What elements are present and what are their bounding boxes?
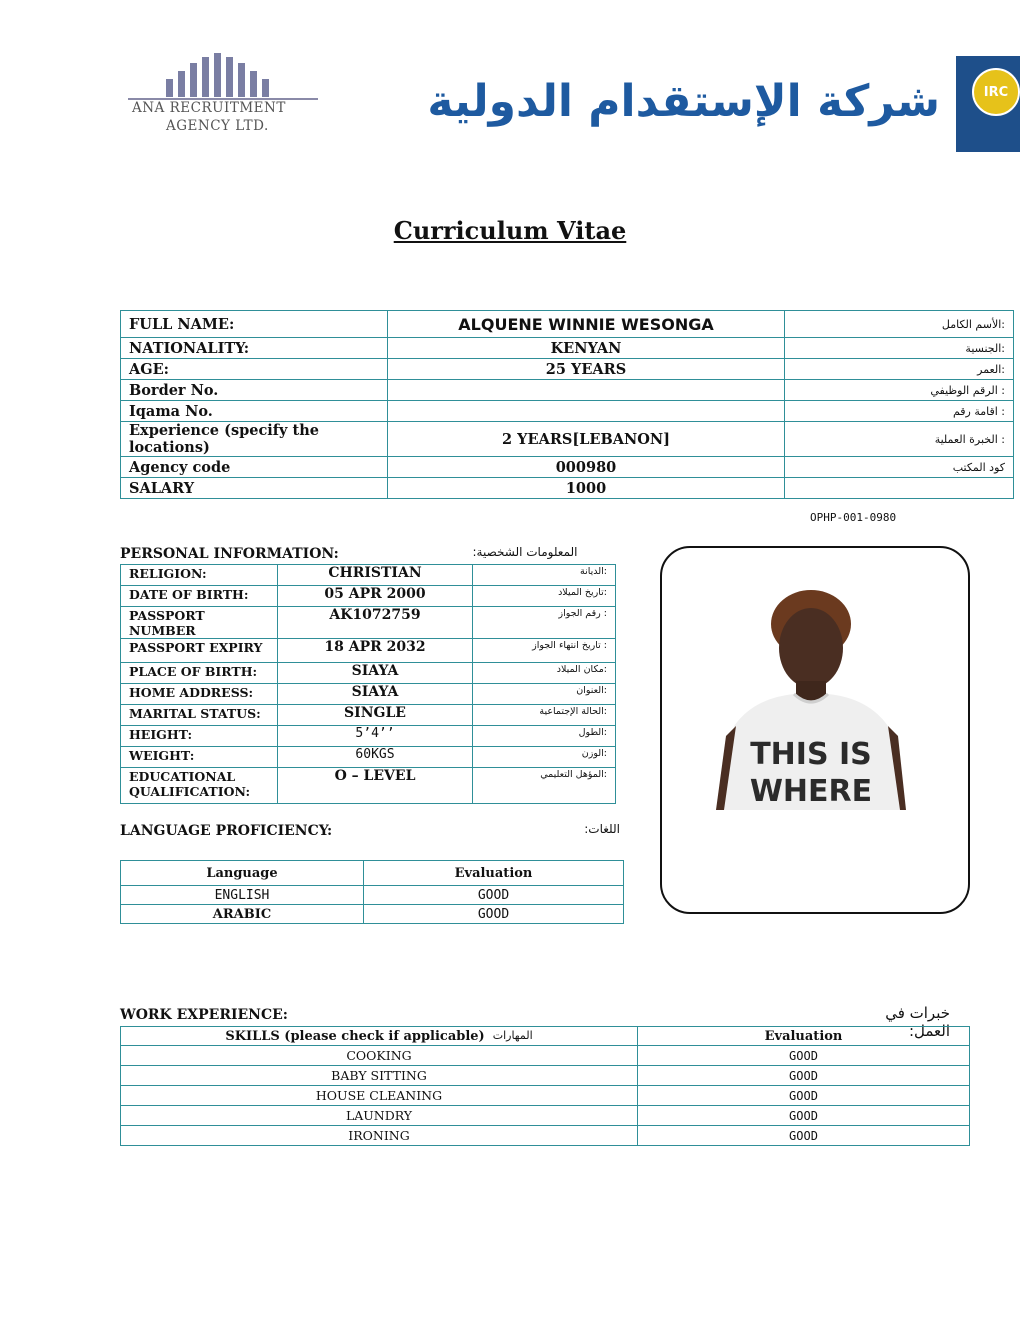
table-row [121,311,1014,338]
table-row [121,1106,970,1126]
field-value: AK1072759 [278,607,473,639]
skill-cell: COOKING [121,1046,638,1066]
shirt-text-1: THIS IS [750,737,872,772]
logo-left-line1: ANA RECRUITMENT [132,100,286,116]
skills-header-ar: المهارات [492,1028,533,1042]
skill-cell: HOUSE CLEANING [121,1086,638,1106]
table-row [121,1066,970,1086]
field-label-ar: كود المكتب [785,457,1014,478]
language-header: Language [121,861,364,886]
table-row [121,705,616,726]
field-label: NATIONALITY: [121,338,388,359]
field-label-ar: الجنسية: [785,338,1014,359]
field-value: O – LEVEL [278,768,473,804]
reference-code: OPHP-001-0980 [810,511,897,524]
irc-logo-arabic-text: شركة الإستقدام الدولية [427,76,940,127]
field-label: FULL NAME: [121,311,388,338]
language-header-row [121,861,624,886]
table-row [121,768,616,804]
field-label-ar: الطول: [473,726,616,747]
field-label: SALARY [121,478,388,499]
field-label: PLACE OF BIRTH: [121,663,278,684]
table-row [121,663,616,684]
table-row [121,726,616,747]
field-value: CHRISTIAN [278,565,473,586]
field-label: EDUCATIONAL QUALIFICATION: [121,768,278,804]
page-title: Curriculum Vitae [393,216,627,245]
table-row [121,639,616,663]
field-label-ar: تاريخ الميلاد: [473,586,616,607]
skill-cell: LAUNDRY [121,1106,638,1126]
field-label: PASSPORT EXPIRY [121,639,278,663]
table-row [121,1086,970,1106]
evaluation-cell: GOOD [364,905,624,924]
table-row [121,359,1014,380]
field-label-ar: الديانة: [473,565,616,586]
skills-header-label: SKILLS (please check if applicable) [225,1028,485,1044]
field-label: HEIGHT: [121,726,278,747]
field-value: 05 APR 2000 [278,586,473,607]
table-row [121,607,616,639]
table-row [121,338,1014,359]
table-row [121,478,1014,499]
main-info-table [120,310,1014,499]
field-value: 60KGS [278,747,473,768]
field-label-ar: العنوان: [473,684,616,705]
candidate-photo [714,586,908,810]
table-row [121,586,616,607]
field-value: KENYAN [388,338,785,359]
field-label-ar: الخبرة العملية : [785,422,1014,457]
evaluation-cell: GOOD [638,1106,970,1126]
building-bars-icon [166,52,276,97]
personal-info-title-ar: المعلومات الشخصية: [472,545,578,559]
evaluation-cell: GOOD [638,1086,970,1106]
irc-logo [427,56,1020,152]
work-experience-table [120,1026,970,1146]
field-label: WEIGHT: [121,747,278,768]
field-value: ALQUENE WINNIE WESONGA [388,311,785,338]
ana-recruitment-logo [128,52,318,142]
personal-info-table [120,564,616,804]
photo-frame [660,546,970,914]
table-row [121,422,1014,457]
field-value: 1000 [388,478,785,499]
field-label-ar: اقامة رقم : [785,401,1014,422]
language-cell: ARABIC [121,905,364,924]
table-row [121,886,624,905]
field-value: 18 APR 2032 [278,639,473,663]
field-value: 2 YEARS[LEBANON] [388,422,785,457]
field-value [388,380,785,401]
skills-header [121,1027,638,1046]
table-row [121,1046,970,1066]
language-title-ar: اللغات: [584,822,620,836]
field-label: AGE: [121,359,388,380]
logo-left-line2: AGENCY LTD. [166,118,269,134]
table-row [121,905,624,924]
table-row [121,1126,970,1146]
field-label-ar: العمر: [785,359,1014,380]
field-label: MARITAL STATUS: [121,705,278,726]
table-row [121,457,1014,478]
table-row [121,380,1014,401]
field-value: SIAYA [278,663,473,684]
language-table [120,860,624,924]
work-experience-title-ar: خبرات في العمل: [885,1004,950,1040]
field-label-ar [785,478,1014,499]
language-title: LANGUAGE PROFICIENCY: [120,823,333,839]
evaluation-cell: GOOD [638,1066,970,1086]
evaluation-header: Evaluation [364,861,624,886]
field-label-ar: رقم الجواز : [473,607,616,639]
work-header-row [121,1027,970,1046]
irc-badge-icon: IRC [972,68,1020,116]
field-label: Iqama No. [121,401,388,422]
field-label: Border No. [121,380,388,401]
field-label-ar: الأسم الكامل: [785,311,1014,338]
field-label-ar: الرقم الوظيفي : [785,380,1014,401]
field-value: 5’4’’ [278,726,473,747]
field-value: 000980 [388,457,785,478]
language-cell: ENGLISH [121,886,364,905]
table-row [121,401,1014,422]
evaluation-header: Evaluation [638,1027,970,1046]
field-value: SIAYA [278,684,473,705]
table-row [121,565,616,586]
field-label: DATE OF BIRTH: [121,586,278,607]
field-label: RELIGION: [121,565,278,586]
skill-cell: BABY SITTING [121,1066,638,1086]
table-row [121,747,616,768]
field-label-ar: المؤهل التعليمي: [473,768,616,804]
field-label-ar: الحالة الإجتماعية: [473,705,616,726]
field-label-ar: مكان الميلاد: [473,663,616,684]
table-row [121,684,616,705]
field-label: HOME ADDRESS: [121,684,278,705]
field-value: 25 YEARS [388,359,785,380]
evaluation-cell: GOOD [364,886,624,905]
evaluation-cell: GOOD [638,1046,970,1066]
field-label: Agency code [121,457,388,478]
field-label-ar: تاريخ انتهاء الجواز : [473,639,616,663]
skill-cell: IRONING [121,1126,638,1146]
field-label-ar: الوزن: [473,747,616,768]
field-value: SINGLE [278,705,473,726]
personal-info-title: PERSONAL INFORMATION: [120,546,339,562]
field-label: Experience (specify the locations) [121,422,388,457]
work-experience-title: WORK EXPERIENCE: [120,1007,288,1023]
field-value [388,401,785,422]
field-label: PASSPORT NUMBER [121,607,278,639]
evaluation-cell: GOOD [638,1126,970,1146]
shirt-text-2: WHERE [749,774,873,809]
